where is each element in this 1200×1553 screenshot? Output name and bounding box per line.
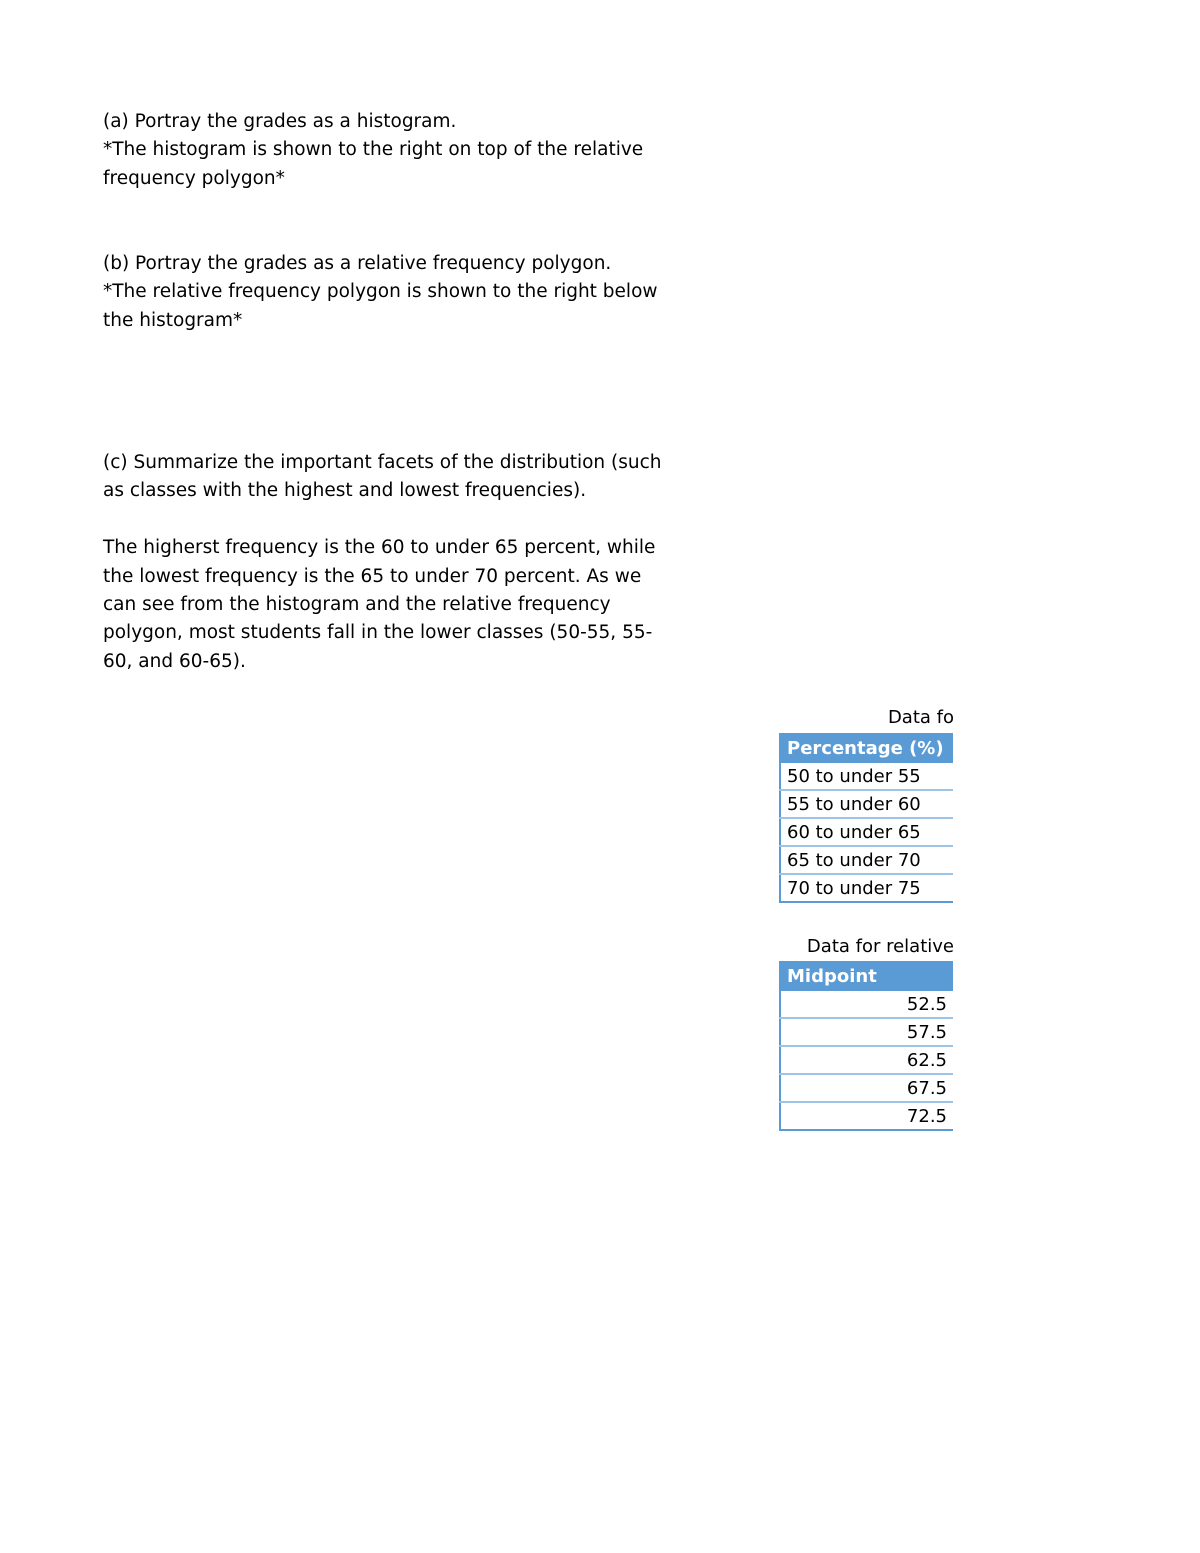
table-row xyxy=(780,763,953,790)
histogram-data-table xyxy=(779,733,953,903)
part-c-answer: The higherst frequency is the 60 to under 65 percent, while the lowest frequency is the 65 to under 70 percent. As we can see from the histogram and the relative frequency polygon, most students fall in the lower classes (50-55, 55-60, and 60-65). xyxy=(103,537,656,672)
table-row xyxy=(780,846,953,874)
table-row xyxy=(780,1074,953,1102)
table-row xyxy=(780,1018,953,1046)
polygon-data-table xyxy=(779,961,953,1131)
part-a-question: (a) Portray the grades as a histogram. xyxy=(103,111,457,132)
midpoint-column-header[interactable]: Midpoint xyxy=(780,961,953,991)
part-b-question: (b) Portray the grades as a relative frequency polygon. xyxy=(103,253,612,274)
table-row xyxy=(780,874,953,902)
part-a-note: *The histogram is shown to the right on top of the relative frequency polygon* xyxy=(103,139,644,189)
table-cell[interactable]: 67.5 xyxy=(780,1074,953,1102)
table-cell[interactable]: 57.5 xyxy=(780,1018,953,1046)
part-c-question: (c) Summarize the important facets of the distribution (such as classes with the highest and lowest frequencies). xyxy=(103,452,662,502)
part-b-note: *The relative frequency polygon is shown to the right below the histogram* xyxy=(103,281,658,331)
table-row xyxy=(780,1102,953,1130)
percentage-column-header[interactable]: Percentage (%) xyxy=(780,733,953,763)
part-a-section xyxy=(103,108,678,193)
table-row xyxy=(780,1046,953,1074)
table-cell[interactable]: 52.5 xyxy=(780,991,953,1018)
table-header-row xyxy=(780,733,953,763)
table-row xyxy=(780,991,953,1018)
table-cell[interactable]: 50 to under 55 xyxy=(780,763,953,790)
table-row xyxy=(780,790,953,818)
table-cell[interactable]: 65 to under 70 xyxy=(780,846,953,874)
part-c-section xyxy=(103,449,678,676)
table-cell[interactable]: 70 to under 75 xyxy=(780,874,953,902)
part-b-section xyxy=(103,250,678,335)
histogram-table-caption: Data fo xyxy=(887,707,954,728)
table-cell[interactable]: 72.5 xyxy=(780,1102,953,1130)
polygon-table-caption: Data for relative xyxy=(806,936,954,957)
table-header-row xyxy=(780,961,953,991)
table-row xyxy=(780,818,953,846)
table-cell[interactable]: 62.5 xyxy=(780,1046,953,1074)
table-cell[interactable]: 60 to under 65 xyxy=(780,818,953,846)
table-cell[interactable]: 55 to under 60 xyxy=(780,790,953,818)
